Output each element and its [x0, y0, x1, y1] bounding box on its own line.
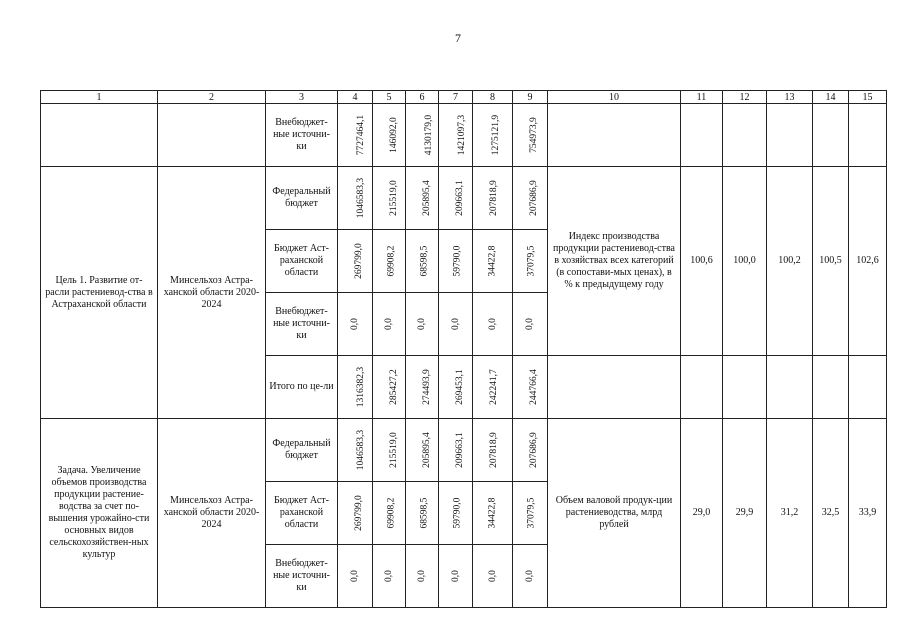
value-cell [473, 293, 513, 356]
value-cell [473, 167, 513, 230]
funding-source-label: Внебюджет-ные источни-ки [266, 545, 338, 608]
col-header-5: 5 [373, 91, 406, 104]
value-cell [406, 419, 439, 482]
value-cell [338, 293, 373, 356]
rotated-value: 215519,0 [388, 432, 399, 468]
col-header-12: 12 [723, 91, 767, 104]
value-cell [338, 482, 373, 545]
funding-source-label: Бюджет Аст-раханской области [266, 482, 338, 545]
value-cell [406, 482, 439, 545]
value-cell [439, 419, 473, 482]
rotated-value: 69908,2 [386, 245, 397, 277]
rotated-value: 59790,0 [452, 497, 463, 529]
table-row [41, 419, 887, 482]
table-row [41, 167, 887, 230]
rotated-value: 68598,5 [419, 245, 430, 277]
rotated-value: 205895,4 [421, 180, 432, 216]
value-cell [338, 167, 373, 230]
rotated-value: 0,0 [487, 318, 498, 330]
value-cell [373, 167, 406, 230]
empty-cell [849, 104, 887, 167]
rotated-value: 146092,0 [388, 117, 399, 153]
value-cell [513, 230, 548, 293]
rotated-value: 0,0 [525, 318, 535, 330]
indicator-value: 102,6 [849, 167, 887, 356]
rotated-value: 1046583,3 [356, 177, 367, 219]
value-cell [406, 545, 439, 608]
indicator-value: 29,0 [681, 419, 723, 608]
col-header-8: 8 [473, 91, 513, 104]
value-cell [406, 104, 439, 167]
value-cell [473, 356, 513, 419]
rotated-value: 205895,4 [421, 432, 432, 468]
rotated-value: 0,0 [450, 318, 461, 330]
executor-cell: Минсельхоз Астра-ханской области 2020-2024 [158, 419, 266, 608]
value-cell [439, 293, 473, 356]
rotated-value: 0,0 [417, 570, 427, 582]
value-cell [439, 230, 473, 293]
col-header-7: 7 [439, 91, 473, 104]
rotated-value: 0,0 [450, 570, 461, 582]
rotated-value: 0,0 [384, 570, 394, 582]
rotated-value: 215519,0 [388, 180, 399, 216]
funding-source-label: Федеральный бюджет [266, 167, 338, 230]
col-header-6: 6 [406, 91, 439, 104]
rotated-value: 68598,5 [419, 497, 430, 529]
value-cell [406, 356, 439, 419]
value-cell [338, 419, 373, 482]
value-cell [439, 356, 473, 419]
empty-cell [813, 356, 849, 419]
value-cell [513, 482, 548, 545]
value-cell [373, 545, 406, 608]
rotated-value: 207818,9 [488, 432, 499, 468]
rotated-value: 242241,7 [488, 369, 499, 405]
value-cell [406, 230, 439, 293]
col-header-1: 1 [41, 91, 158, 104]
value-cell [439, 167, 473, 230]
empty-cell [681, 104, 723, 167]
value-cell [338, 356, 373, 419]
rotated-value: 37079,5 [526, 245, 537, 277]
value-cell [338, 230, 373, 293]
col-header-15: 15 [849, 91, 887, 104]
indicator-cell: Объем валовой продук-ции растениеводства, млрд рублей [548, 419, 681, 608]
table-row [41, 104, 887, 167]
rotated-value: 1421097,3 [457, 114, 468, 156]
rotated-value: 59790,0 [452, 245, 463, 277]
value-cell [473, 545, 513, 608]
indicator-value: 32,5 [813, 419, 849, 608]
rotated-value: 269799,0 [353, 495, 364, 531]
col-header-9: 9 [513, 91, 548, 104]
value-cell [373, 356, 406, 419]
indicator-value: 100,5 [813, 167, 849, 356]
empty-cell [548, 104, 681, 167]
value-cell [473, 104, 513, 167]
rotated-value: 754973,9 [528, 117, 539, 153]
value-cell [406, 167, 439, 230]
budget-table [40, 90, 887, 608]
empty-cell [548, 356, 681, 419]
empty-cell [158, 104, 266, 167]
rotated-value: 1275121,9 [491, 114, 502, 156]
funding-source-label: Бюджет Аст-раханской области [266, 230, 338, 293]
value-cell [513, 293, 548, 356]
empty-cell [767, 104, 813, 167]
indicator-value: 100,0 [723, 167, 767, 356]
executor-cell: Минсельхоз Астра-ханской области 2020-2024 [158, 167, 266, 419]
col-header-11: 11 [681, 91, 723, 104]
rotated-value: 1046583,3 [356, 429, 367, 471]
value-cell [439, 482, 473, 545]
funding-source-label: Федеральный бюджет [266, 419, 338, 482]
col-header-14: 14 [813, 91, 849, 104]
value-cell [473, 482, 513, 545]
rotated-value: 207686,9 [528, 180, 539, 216]
value-cell [513, 545, 548, 608]
rotated-value: 0,0 [487, 570, 498, 582]
indicator-value: 100,2 [767, 167, 813, 356]
rotated-value: 0,0 [384, 318, 394, 330]
rotated-value: 209663,1 [454, 432, 465, 468]
rotated-value: 69908,2 [386, 497, 397, 529]
rotated-value: 37079,5 [526, 497, 537, 529]
empty-cell [767, 356, 813, 419]
rotated-value: 34422,8 [487, 245, 498, 277]
value-cell [439, 104, 473, 167]
col-header-4: 4 [338, 91, 373, 104]
indicator-value: 29,9 [723, 419, 767, 608]
value-cell [373, 482, 406, 545]
value-cell [513, 167, 548, 230]
rotated-value: 285427,2 [388, 369, 399, 405]
rotated-value: 274493,9 [421, 369, 432, 405]
indicator-value: 31,2 [767, 419, 813, 608]
col-header-2: 2 [158, 91, 266, 104]
rotated-value: 244766,4 [528, 369, 539, 405]
value-cell [406, 293, 439, 356]
rotated-value: 7727464,1 [356, 114, 367, 156]
rotated-value: 269799,0 [353, 243, 364, 279]
rotated-value: 207818,9 [488, 180, 499, 216]
goal-cell: Цель 1. Развитие от-расли растениевод-ства в Астраханской области [41, 167, 158, 419]
rotated-value: 0,0 [350, 318, 360, 330]
indicator-value: 33,9 [849, 419, 887, 608]
value-cell [513, 419, 548, 482]
funding-source-label: Итого по це-ли [266, 356, 338, 419]
value-cell [373, 293, 406, 356]
value-cell [513, 104, 548, 167]
col-header-13: 13 [767, 91, 813, 104]
empty-cell [849, 356, 887, 419]
empty-cell [41, 104, 158, 167]
page-number: 7 [455, 31, 461, 45]
rotated-value: 0,0 [525, 570, 535, 582]
task-cell: Задача. Увеличение объемов производства продукции растение-водства за счет по-вышения урожайно-сти основных видов сельскохозяйствен-ных культур [41, 419, 158, 608]
column-number-row [41, 91, 887, 104]
funding-source-label: Внебюджет-ные источни-ки [266, 293, 338, 356]
empty-cell [813, 104, 849, 167]
value-cell [513, 356, 548, 419]
empty-cell [723, 104, 767, 167]
rotated-value: 269453,1 [454, 369, 465, 405]
col-header-3: 3 [266, 91, 338, 104]
value-cell [473, 419, 513, 482]
value-cell [373, 104, 406, 167]
col-header-10: 10 [548, 91, 681, 104]
indicator-cell: Индекс производства продукции растениевод-ства в хозяйствах всех категорий (в сопостави-мых ценах), в % к предыдущему году [548, 167, 681, 356]
value-cell [439, 545, 473, 608]
rotated-value: 1316382,3 [356, 366, 367, 408]
rotated-value: 0,0 [417, 318, 427, 330]
rotated-value: 0,0 [350, 570, 360, 582]
rotated-value: 34422,8 [487, 497, 498, 529]
empty-cell [723, 356, 767, 419]
value-cell [338, 104, 373, 167]
funding-source-label: Внебюджет-ные источни-ки [266, 104, 338, 167]
value-cell [373, 230, 406, 293]
value-cell [473, 230, 513, 293]
indicator-value: 100,6 [681, 167, 723, 356]
empty-cell [681, 356, 723, 419]
rotated-value: 209663,1 [454, 180, 465, 216]
value-cell [373, 419, 406, 482]
rotated-value: 4130179,0 [424, 114, 435, 156]
value-cell [338, 545, 373, 608]
rotated-value: 207686,9 [528, 432, 539, 468]
